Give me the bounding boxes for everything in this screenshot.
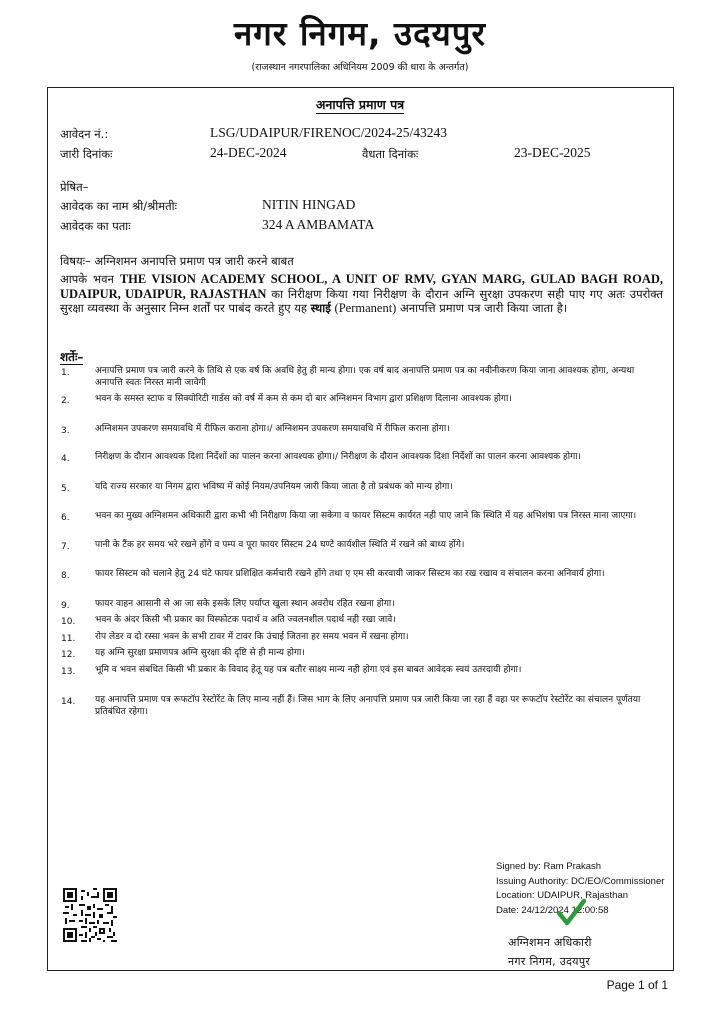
condition-num: 12. [61,650,76,660]
condition-text: फायर सिस्टम को चलाने हेतु 24 घंटे फायर प्रशिक्षित कर्मचारी रखने होंगे तथा ए एम सी करवायी जाकर सिस्टम का रख रखाव व संचालन करना अनिवार्य होगा। [95,569,605,579]
sent-to-label: प्रेषित– [60,180,89,194]
condition-text: भवन के अंदर किसी भी प्रकार का विस्फोटक पदार्थ व अति ज्वलनशील पदार्थ नही रखा जावे। [95,615,396,625]
issue-date: 24-DEC-2024 [210,145,287,160]
condition-num: 6. [61,513,70,523]
condition-text: अग्निशमन उपकरण समयावधि में रीफिल कराना होगा।/ अग्निशमन उपकरण समयावधि में रीफिल कराना होगा। [95,424,450,434]
condition-num: 11. [61,634,76,644]
condition-text: निरीक्षण के दौरान आवश्यक दिशा निर्देशों का पालन करना आवश्यक होगा।/ निरीक्षण के दौरान आवश्यक दिशा निर्देशों का पालन करना आवश्यक होगा। [95,452,581,462]
condition-text: यदि राज्य सरकार या निगम द्वारा भविष्य में कोई नियम/उपनियम जारी किया जाता है तो प्रबंधक को मान्य होगा। [95,482,453,492]
condition-text: भवन का मुख्य अग्निशमन अधिकारी द्वारा कभी भी निरीक्षण किया जा सकेगा व फायर सिस्टम कार्यरत नही पाए जाने कि स्थिति में यह अभिशंषा पत्र निरस्त माना जाएगा। [95,511,637,521]
header-title: नगर निगम, उदयपुर [233,14,487,53]
page-number: Page 1 of 1 [606,978,668,992]
signature-location: Location: UDAIPUR, Rajasthan [496,890,629,901]
applicant-address: 324 A AMBAMATA [262,217,375,232]
header-subtitle: (राजस्थान नगरपालिका अधिनियम 2009 की धारा के अन्तर्गत) [251,62,469,73]
conditions-heading [60,348,83,365]
signature-date: Date: 24/12/2024 12:00:58 [496,904,609,916]
officer-title: अग्निशमन अधिकारी [508,936,592,949]
application-no: LSG/UDAIPUR/FIRENOC/2024-25/43243 [210,125,448,140]
document-title-text: अनापत्ति प्रमाण पत्र [315,97,405,112]
qr-code-icon [63,888,117,942]
condition-num: 10. [61,617,76,627]
condition-num: 3. [61,426,70,436]
condition-text: फायर वाहन आसानी से आ जा सके इसके लिए पर्याप्त खुला स्थान अवरोध रहित रखना होगा। [95,599,395,609]
permanent-hindi: स्थाई [310,301,331,315]
condition-text: यह अनापत्ति प्रमाण पत्र रूफटॉप रेस्टोरेंट के लिए मान्य नहीं हैं। जिस भाग के लिए अनापत्ति प्रमाण पत्र जारी किया जा रहा हैं वहा पर रूफटॉप रेस्टोरेंट का संचालन पूर्णतया प्रतिबंधित रहेगा। [95,695,641,717]
intro-paragraph [60,272,663,316]
validity-date: 23-DEC-2025 [514,145,591,160]
condition-num: 5. [61,484,70,494]
officer-organization: नगर निगम, उदयपुर [508,955,591,968]
para-prefix: आपके भवन [60,272,114,286]
validity-label: वैधता दिनांकः [362,147,419,161]
permanent-en: (Permanent) [334,301,397,315]
issue-date-label: जारी दिनांकः [60,147,113,161]
condition-num: 9. [61,601,70,611]
condition-num: 1. [61,368,70,378]
condition-text: पानी के टैंक हर समय भरे रखने होंगे व पम्प व पूरा फायर सिस्टम 24 घण्टे कार्यशील स्थिति में रखने को बाध्य होंगे। [95,540,465,550]
applicant-address-label: आवेदक का पताः [60,219,131,233]
application-no-label: आवेदन नं.: [60,127,109,141]
subject: विषयः– अग्निशमन अनापत्ति प्रमाण पत्र जारी करने बाबत [60,254,294,268]
condition-num: 8. [61,571,70,581]
issuing-authority: Issuing Authority: DC/EO/Commissioner [496,875,665,887]
document-title [0,96,720,113]
condition-text: भूमि व भवन संबधित किसी भी प्रकार के विवाद हेतू यह पत्र बतौर साक्ष्य मान्य नही होगा एवं इस बाबत आवेदक स्वयं उतरदायी होगा। [95,665,522,675]
condition-text: रोप लेडर व दो रस्सा भवन के सभी टावर में टावर कि उंचाई जितना हर समय भवन में रखना होगा। [95,632,409,642]
para-suffix: अनापत्ति प्रमाण पत्र जारी किया जाता है। [399,301,568,315]
condition-text: भवन के समस्त स्टाफ व सिक्योरिटी गार्डस को वर्ष में कम से कम दो बार अग्निशमन विभाग द्वारा प्रशिक्षण दिलाना आवश्यक होगा। [95,394,512,404]
condition-num: 13. [61,667,76,677]
applicant-name-label: आवेदक का नाम श्री/श्रीमतीः [60,199,177,213]
condition-num: 14. [61,697,76,707]
condition-num: 7. [61,542,70,552]
check-mark-icon [556,898,586,928]
applicant-name: NITIN HINGAD [262,197,356,212]
conditions-heading-text: शर्तेः– [60,350,84,364]
condition-num: 4. [61,454,70,464]
condition-text: अनापत्ति प्रमाण पत्र जारी करने के तिथि से एक वर्ष कि अवधि हेतु ही मान्य होगा। एक वर्ष बाद अनापत्ति प्रमाण पत्र का नवीनीकरण किया जाना आवश्यक होगा, अन्यथा अनापत्ति स्वतः निरस्त मानी जावेगी [95,366,635,388]
condition-num: 2. [61,396,70,406]
para-middle: का निरीक्षण किया गया निरीक्षण के दौरान अग्नि सुरक्षा उपकरण सही पाए गए अतः उपरोक्त सुरक्षा व्यवस्था के अनुसार निम्न शर्तों पर पाबंद करते हुए यह [60,286,664,315]
condition-text: यह अग्नि सुरक्षा प्रमाणपत्र अग्नि सुरक्षा की दृष्टि से ही मान्य होगा। [95,648,305,658]
signed-by: Signed by: Ram Prakash [496,861,602,872]
building-address: THE VISION ACADEMY SCHOOL, A UNIT OF RMV, GYAN MARG, GULAD BAGH ROAD, UDAIPUR, UDAIPUR, RAJASTHAN [60,272,663,301]
